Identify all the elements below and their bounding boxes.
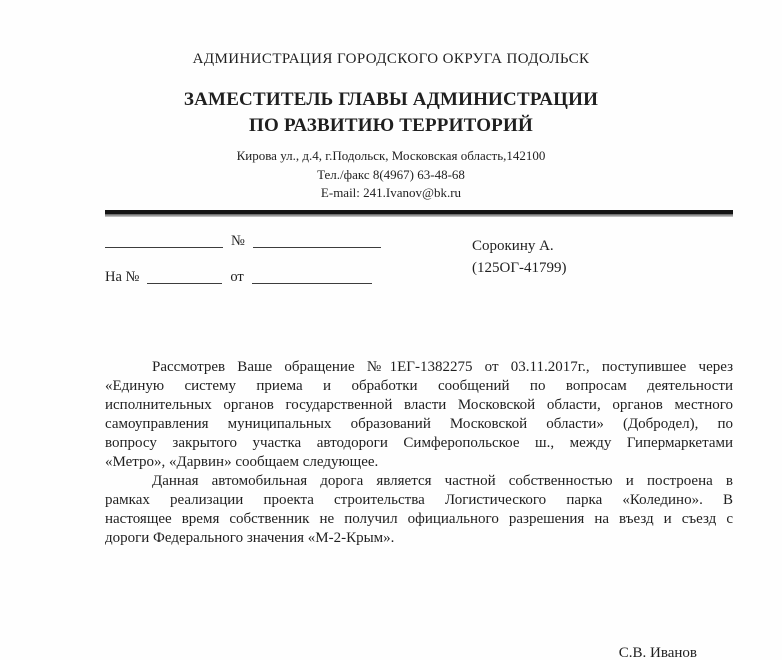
blank-number-line	[253, 247, 381, 248]
number-sign-label: №	[231, 232, 245, 249]
recipient-name: Сорокину А.	[472, 237, 554, 254]
department-title-line1: ЗАМЕСТИТЕЛЬ ГЛАВЫ АДМИНИСТРАЦИИ	[183, 89, 599, 110]
contact-block	[105, 147, 677, 203]
body-line: Рассмотрев Ваше обращение №1ЕГ-1382275 от 03.11.2017г., поступившее через	[152, 358, 733, 375]
reply-prefix-label: На №	[105, 268, 140, 285]
department-title	[105, 87, 677, 139]
letterhead-divider	[105, 210, 733, 217]
body-line: самоуправления муниципальных образований Московской области» (Добродел), по	[105, 415, 733, 432]
email-address: E-mail: 241.Ivanov@bk.ru	[320, 185, 462, 200]
reply-date-label: от	[230, 268, 244, 285]
letterhead	[105, 0, 677, 203]
recipient-block	[472, 235, 567, 279]
body-line: Данная автомобильная дорога является частной собственностью и построена в	[152, 472, 733, 489]
letter-content	[105, 0, 733, 663]
body-line: «Единую систему приема и обработки сообщений по вопросам деятельности	[105, 377, 733, 394]
reference-row	[105, 229, 733, 289]
body-line: исполнительных органов государственной власти Московской области, органов местного	[105, 396, 733, 413]
department-title-line2: ПО РАЗВИТИЮ ТЕРРИТОРИЙ	[249, 115, 533, 136]
incoming-number-line	[105, 265, 733, 289]
signature-name: С.В. Иванов	[618, 644, 697, 661]
letter-body	[105, 358, 733, 548]
blank-date-line	[105, 247, 223, 248]
body-line: вопросу закрытого участка автодороги Симферопольское ш., между Гипермаркетами	[105, 434, 733, 451]
organization-name: АДМИНИСТРАЦИЯ ГОРОДСКОГО ОКРУГА ПОДОЛЬСК	[192, 51, 590, 67]
paragraph-2	[105, 472, 733, 548]
body-line: дороги Федерального значения «М-2-Крым».	[105, 529, 395, 546]
blank-incoming-number-line	[147, 283, 222, 284]
body-line: рамках реализации проекта строительства Логистического парка «Коледино». В	[105, 491, 733, 508]
body-line: настоящее время собственник не получил официального разрешения на въезд и съезд с	[105, 510, 733, 527]
recipient-case-number: (125ОГ-41799)	[472, 259, 567, 276]
phone-fax: Тел./факс 8(4967) 63-48-68	[317, 166, 465, 182]
body-line: «Метро», «Дарвин» сообщаем следующее.	[105, 453, 379, 470]
paragraph-1	[105, 358, 733, 472]
postal-address: Кирова ул., д.4, г.Подольск, Московская область,142100	[236, 148, 546, 163]
blank-incoming-date-line	[252, 283, 372, 284]
outgoing-number-line	[105, 229, 733, 253]
